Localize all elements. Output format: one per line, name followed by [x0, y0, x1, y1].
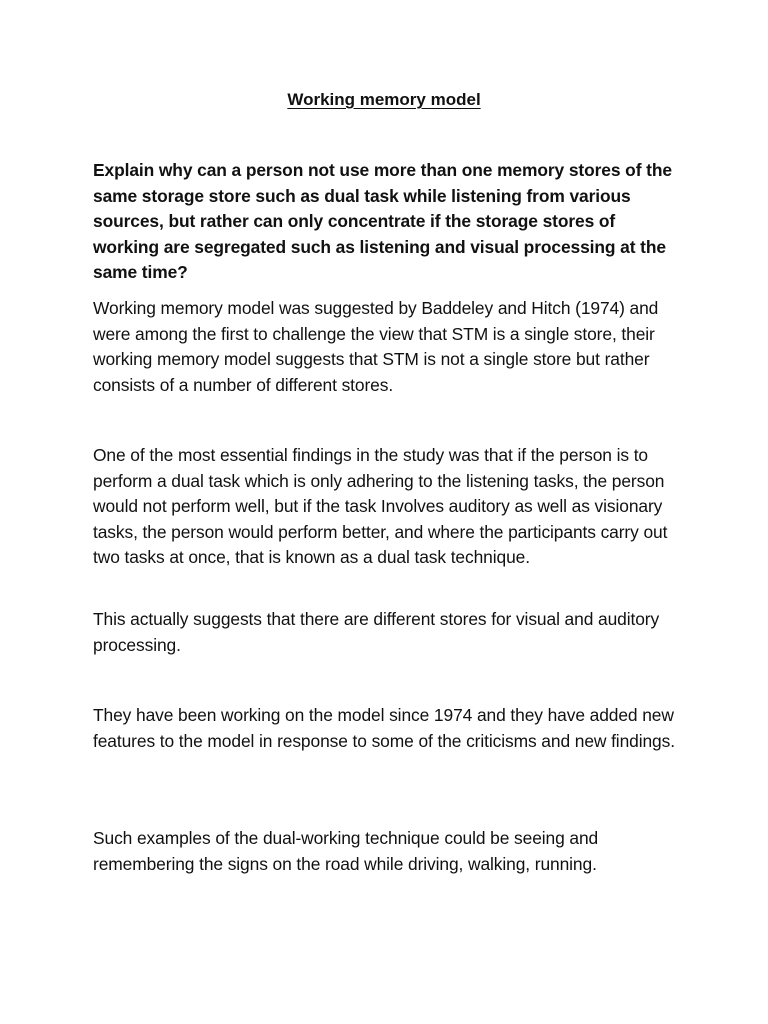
question-text: Explain why can a person not use more than one memory stores of the same storage store such as dual task while listening from various sources, but rather can only concentrate if the storage stores of working are segregated such as listening and visual processing at the same time? [93, 160, 672, 283]
paragraph-5: Such examples of the dual-working technique could be seeing and remembering the signs on the road while driving, walking, running. [93, 828, 599, 874]
paragraph-1: Working memory model was suggested by Baddeley and Hitch (1974) and were among the first to challenge the view that STM is a single store, their working memory model suggests that STM is not a single store but rather consists of a number of different stores. [93, 298, 659, 395]
paragraph-4: They have been working on the model since 1974 and they have added new features to the model in response to some of the criticisms and new findings. [93, 705, 675, 751]
page-title: Working memory model [287, 90, 481, 109]
paragraph-2: One of the most essential findings in the study was that if the person is to perform a dual task which is only adhering to the listening tasks, the person would not perform well, but if the task Involves auditory as well as visionary tasks, the person would perform better, and where the participants carry out two tasks at once, that is known as a dual task technique. [93, 445, 668, 568]
paragraph-3: This actually suggests that there are different stores for visual and auditory processing. [93, 609, 660, 655]
